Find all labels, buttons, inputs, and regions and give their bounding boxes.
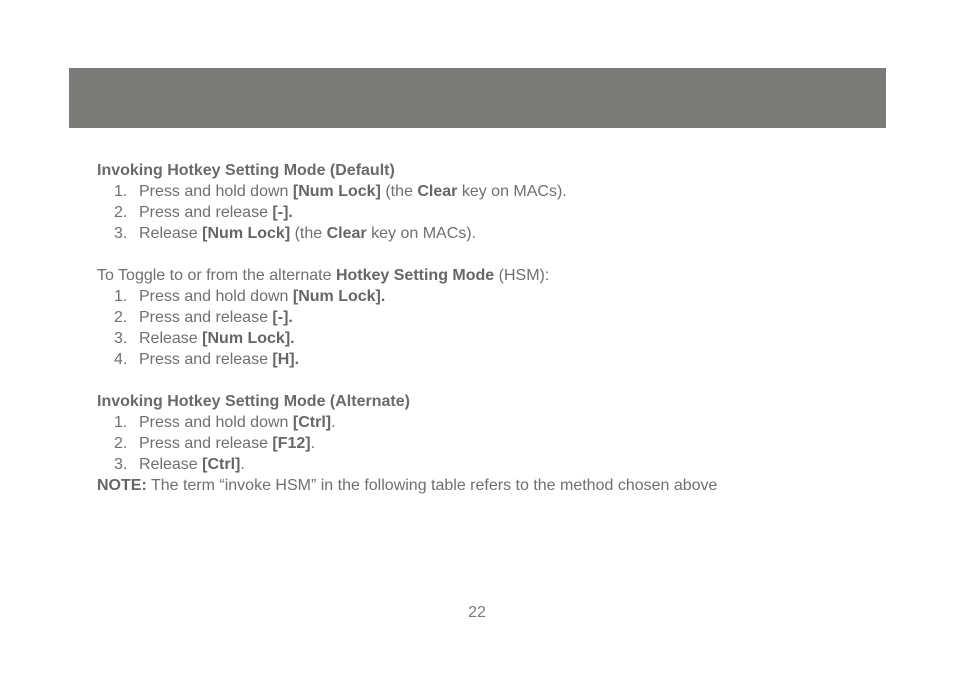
key-label: [-]. [272, 309, 293, 326]
step-number: 1. [114, 288, 128, 305]
step-text: key on MACs). [457, 183, 567, 200]
step-text: . [310, 435, 316, 452]
key-label: Clear [417, 183, 458, 200]
step-number: 3. [114, 225, 128, 242]
header-bar [69, 68, 886, 128]
step-text: . [331, 414, 336, 431]
key-label: [F12] [272, 435, 311, 452]
key-label: [Num Lock] [292, 183, 381, 200]
default-step-1 [97, 181, 897, 202]
step-number: 2. [114, 204, 128, 221]
step-number: 2. [114, 435, 128, 452]
step-number: 4. [114, 351, 128, 368]
page-content [97, 160, 897, 496]
toggle-step-4 [97, 349, 897, 370]
key-label: [Num Lock]. [202, 330, 295, 347]
step-text: (the [290, 225, 327, 242]
step-text: Release [139, 330, 203, 347]
step-number: 3. [114, 330, 128, 347]
default-step-2 [97, 202, 897, 223]
step-text: key on MACs). [366, 225, 477, 242]
default-step-3 [97, 223, 897, 244]
default-mode-heading: Invoking Hotkey Setting Mode (Default) [97, 162, 395, 179]
step-text: Press and release [139, 351, 273, 368]
alternate-step-1 [97, 412, 897, 433]
step-text: Release [139, 225, 203, 242]
key-label: [Num Lock]. [292, 288, 386, 305]
note-line [97, 475, 897, 496]
note-label: NOTE: [97, 477, 147, 494]
step-number: 2. [114, 309, 128, 326]
key-label: [Ctrl] [202, 456, 241, 473]
key-label: [Num Lock] [202, 225, 291, 242]
step-text: Release [139, 456, 203, 473]
alternate-step-2 [97, 433, 897, 454]
step-text: Press and release [139, 204, 273, 221]
step-text: Press and hold down [139, 183, 293, 200]
toggle-step-1 [97, 286, 897, 307]
step-text: (the [380, 183, 418, 200]
step-number: 3. [114, 456, 128, 473]
key-label: [-]. [272, 204, 293, 221]
step-text: Press and release [139, 435, 273, 452]
toggle-step-3 [97, 328, 897, 349]
step-number: 1. [114, 183, 128, 200]
toggle-step-2 [97, 307, 897, 328]
note-text: The term “invoke HSM” in the following table refers to the method chosen above [146, 477, 718, 494]
alternate-mode-heading: Invoking Hotkey Setting Mode (Alternate) [97, 393, 410, 410]
step-text: Press and release [139, 309, 273, 326]
key-label: [H]. [272, 351, 300, 368]
step-text: . [240, 456, 245, 473]
alternate-step-3 [97, 454, 897, 475]
spacer [97, 370, 897, 391]
intro-bold-text: Hotkey Setting Mode [335, 267, 495, 284]
step-text: Press and hold down [139, 288, 293, 305]
key-label: [Ctrl] [292, 414, 332, 431]
page-number: 22 [468, 604, 486, 621]
intro-text: To Toggle to or from the alternate [97, 267, 336, 284]
intro-text: (HSM): [494, 267, 550, 284]
step-text: Press and hold down [139, 414, 293, 431]
toggle-intro [97, 265, 897, 286]
spacer [97, 244, 897, 265]
step-number: 1. [114, 414, 128, 431]
key-label: Clear [326, 225, 367, 242]
